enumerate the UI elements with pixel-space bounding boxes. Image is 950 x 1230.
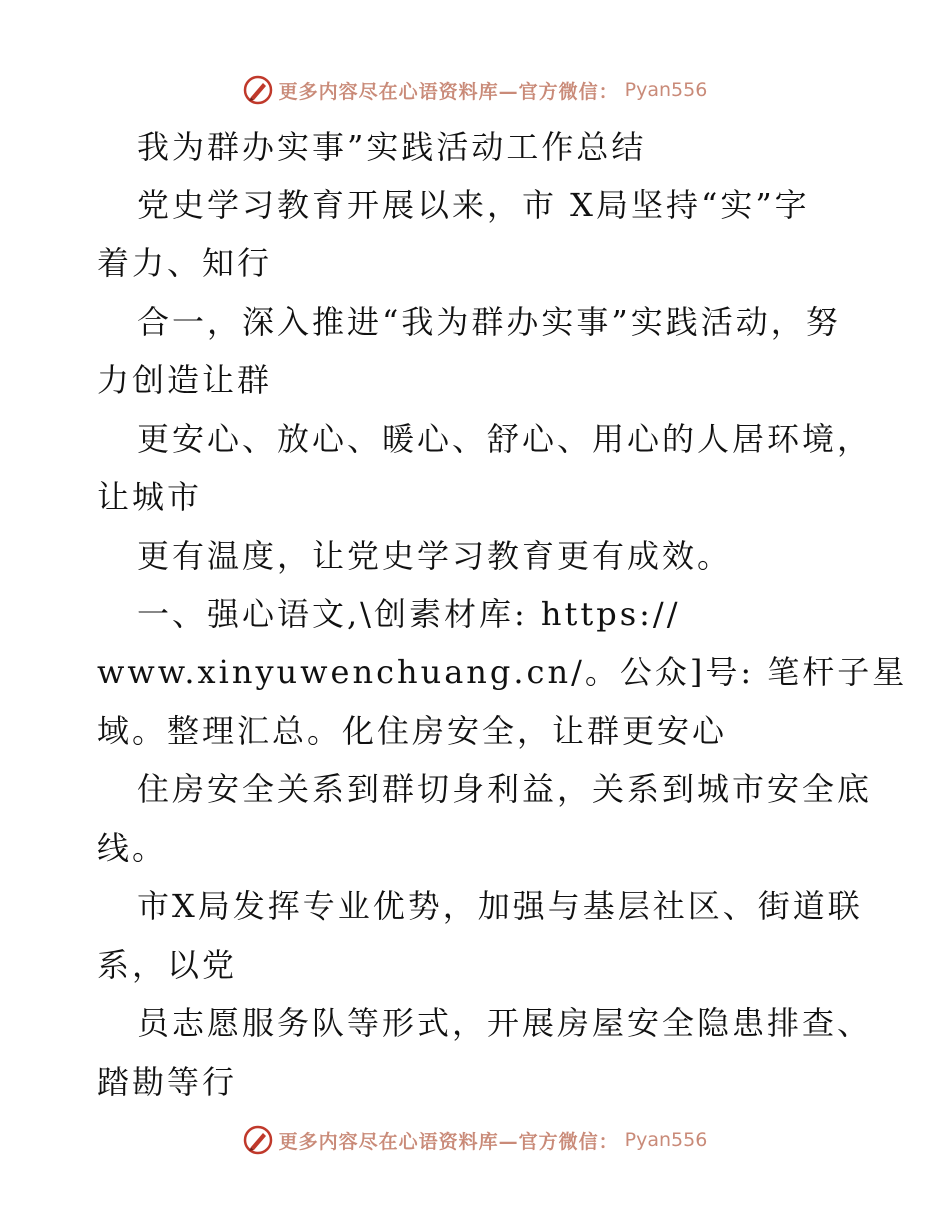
doc-line-title: 我为群办实事”实践活动工作总结 — [137, 128, 647, 166]
doc-line: 更有温度，让党史学习教育更有成效。 — [137, 537, 733, 575]
doc-line: 着力、知行 — [97, 244, 273, 282]
doc-line: 踏勘等行 — [97, 1063, 238, 1101]
watermark-text: 更多内容尽在心语资料库—官方微信： — [278, 80, 619, 103]
doc-line: 线。 — [97, 829, 168, 867]
doc-line: 让城市 — [97, 478, 203, 516]
doc-line-heading: 一、强心语文,\创素材库: https:// — [137, 595, 681, 633]
doc-line: www.xinyuwenchuang.cn/。公众]号: 笔杆子星 — [97, 653, 908, 691]
watermark-footer — [0, 1122, 950, 1158]
watermark-contact: Pyan556 — [624, 1129, 708, 1151]
doc-line: 住房安全关系到群切身利益，关系到城市安全底 — [137, 770, 873, 808]
pen-logo-icon — [243, 1125, 273, 1155]
watermark-header — [0, 72, 950, 108]
doc-line: 市X局发挥专业优势，加强与基层社区、街道联 — [137, 887, 863, 925]
doc-line: 力创造让群 — [97, 361, 273, 399]
watermark-contact: Pyan556 — [624, 79, 708, 101]
doc-line: 合一，深入推进“我为群办实事”实践活动，努 — [137, 303, 841, 341]
doc-line: 党史学习教育开展以来，市 X局坚持“实”字 — [137, 186, 810, 224]
doc-line: 员志愿服务队等形式，开展房屋安全隐患排查、 — [137, 1004, 873, 1042]
doc-line: 系，以党 — [97, 946, 238, 984]
doc-line: 更安心、放心、暖心、舒心、用心的人居环境， — [137, 420, 873, 458]
doc-line: 域。整理汇总。化住房安全，让群更安心 — [97, 712, 728, 750]
pen-logo-icon — [243, 75, 273, 105]
watermark-text: 更多内容尽在心语资料库—官方微信： — [278, 1130, 619, 1153]
